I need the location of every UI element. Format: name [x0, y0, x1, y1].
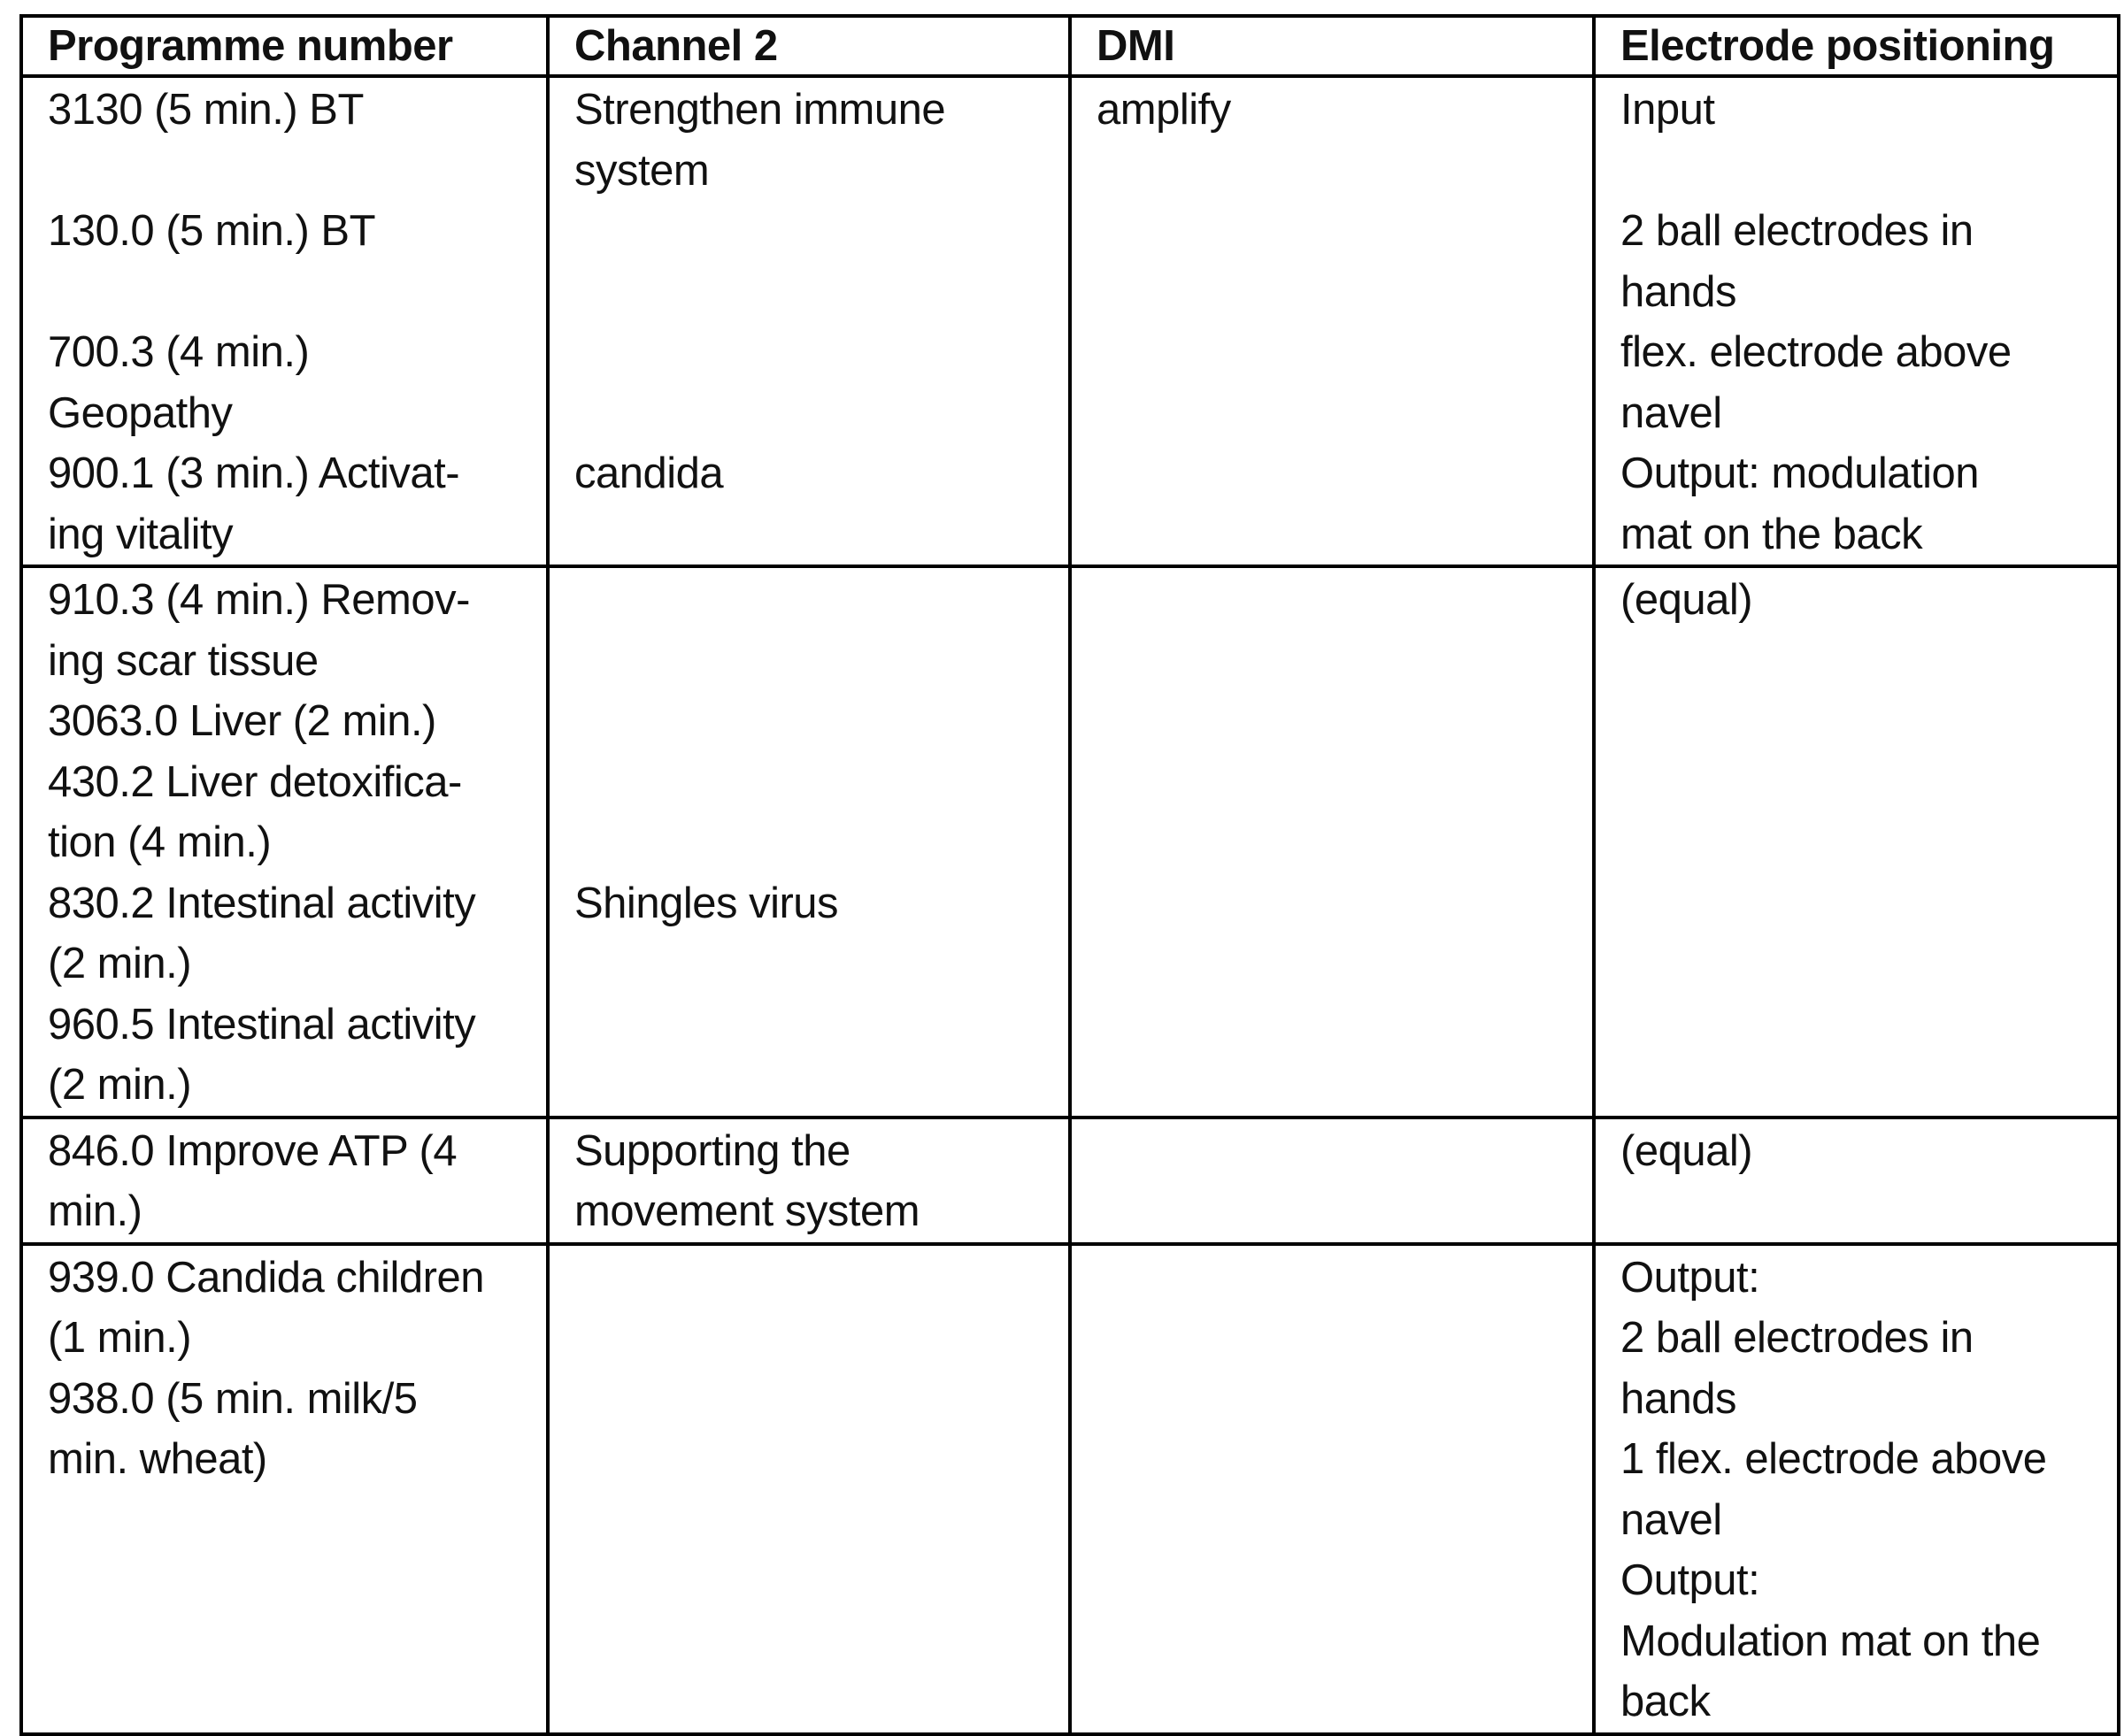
- table-row: [21, 76, 2119, 566]
- header-row: [21, 16, 2119, 76]
- channel-2-cell: [548, 566, 1070, 1118]
- cell-text-line: Modulation mat on the: [1620, 1617, 2041, 1665]
- table-row: [21, 566, 2119, 1118]
- cell-text-line: 130.0 (5 min.) BT: [48, 207, 376, 255]
- programme-cell: [21, 566, 548, 1118]
- cell-text-line: ing scar tissue: [48, 636, 319, 685]
- blank-line: [48, 262, 535, 323]
- cell-text-line: hands: [1620, 267, 1737, 316]
- cell-text-line: (2 min.): [48, 1061, 192, 1109]
- cell-text-line: tion (4 min.): [48, 818, 272, 866]
- electrode-positioning-cell: [1594, 76, 2119, 566]
- channel-2-cell: [548, 1118, 1070, 1244]
- blank-line: [1620, 141, 2106, 202]
- header-programme-number: Programme number: [21, 16, 548, 76]
- header-electrode-positioning: Electrode positioning: [1594, 16, 2119, 76]
- cell-text-line: 3063.0 Liver (2 min.): [48, 697, 436, 745]
- cell-text-line: Strengthen immune: [574, 86, 946, 134]
- dmi-cell: [1070, 1244, 1594, 1734]
- cell-text-line: ing vitality: [48, 510, 234, 558]
- cell-text-line: Shingles virus: [574, 879, 839, 927]
- cell-text-line: movement system: [574, 1187, 920, 1235]
- cell-text-line: system: [574, 146, 710, 195]
- cell-text-line: 910.3 (4 min.) Remov-: [48, 576, 470, 624]
- programme-table: [19, 14, 2120, 1736]
- blank-line: [574, 752, 1058, 813]
- cell-text-line: min.): [48, 1187, 142, 1235]
- blank-line: [574, 812, 1058, 873]
- channel-2-cell: [548, 76, 1070, 566]
- channel-2-cell: [548, 1244, 1070, 1734]
- cell-text-line: (1 min.): [48, 1314, 192, 1362]
- cell-text-line: hands: [1620, 1374, 1737, 1423]
- cell-text-line: (equal): [1620, 576, 1753, 624]
- dmi-cell: [1070, 566, 1594, 1118]
- cell-text-line: 900.1 (3 min.) Activat-: [48, 449, 460, 497]
- cell-text-line: mat on the back: [1620, 510, 1923, 558]
- cell-text-line: Output:: [1620, 1253, 1760, 1302]
- electrode-positioning-cell: [1594, 1118, 2119, 1244]
- blank-line: [574, 262, 1058, 323]
- blank-line: [574, 322, 1058, 383]
- cell-text-line: 960.5 Intestinal activity: [48, 1000, 476, 1049]
- programme-cell: [21, 76, 548, 566]
- blank-line: [48, 141, 535, 202]
- cell-text-line: Geopathy: [48, 388, 233, 437]
- cell-text-line: 846.0 Improve ATP (4: [48, 1126, 458, 1175]
- programme-cell: [21, 1118, 548, 1244]
- cell-text-line: 2 ball electrodes in: [1620, 1314, 1974, 1362]
- blank-line: [574, 201, 1058, 262]
- cell-text-line: flex. electrode above: [1620, 328, 2012, 376]
- cell-text-line: Output: modulation: [1620, 449, 1980, 497]
- cell-text-line: navel: [1620, 388, 1722, 437]
- table-row: [21, 1244, 2119, 1734]
- cell-text-line: 2 ball electrodes in: [1620, 207, 1974, 255]
- cell-text-line: 830.2 Intestinal activity: [48, 879, 476, 927]
- cell-text-line: (2 min.): [48, 940, 192, 987]
- cell-text-line: Input: [1620, 86, 1715, 134]
- cell-text-line: 939.0 Candida children: [48, 1253, 484, 1302]
- cell-text-line: 938.0 (5 min. milk/5: [48, 1374, 418, 1423]
- blank-line: [574, 631, 1058, 692]
- cell-text-line: back: [1620, 1678, 1711, 1725]
- cell-text-line: Output:: [1620, 1556, 1760, 1604]
- blank-line: [574, 383, 1058, 444]
- cell-text-line: candida: [574, 449, 724, 497]
- cell-text-line: 430.2 Liver detoxifica-: [48, 757, 462, 806]
- cell-text-line: min. wheat): [48, 1435, 267, 1483]
- cell-text-line: (equal): [1620, 1126, 1753, 1175]
- dmi-cell: [1070, 1118, 1594, 1244]
- cell-text-line: amplify: [1097, 86, 1231, 134]
- cell-text-line: 1 flex. electrode above: [1620, 1435, 2047, 1483]
- cell-text-line: 700.3 (4 min.): [48, 328, 310, 376]
- electrode-positioning-cell: [1594, 566, 2119, 1118]
- table-row: [21, 1118, 2119, 1244]
- dmi-cell: [1070, 76, 1594, 566]
- electrode-positioning-cell: [1594, 1244, 2119, 1734]
- cell-text-line: navel: [1620, 1495, 1722, 1544]
- blank-line: [574, 691, 1058, 752]
- cell-text-line: Supporting the: [574, 1126, 850, 1175]
- cell-text-line: 3130 (5 min.) BT: [48, 86, 364, 134]
- header-dmi: DMI: [1070, 16, 1594, 76]
- header-channel-2: Channel 2: [548, 16, 1070, 76]
- programme-cell: [21, 1244, 548, 1734]
- blank-line: [574, 570, 1058, 631]
